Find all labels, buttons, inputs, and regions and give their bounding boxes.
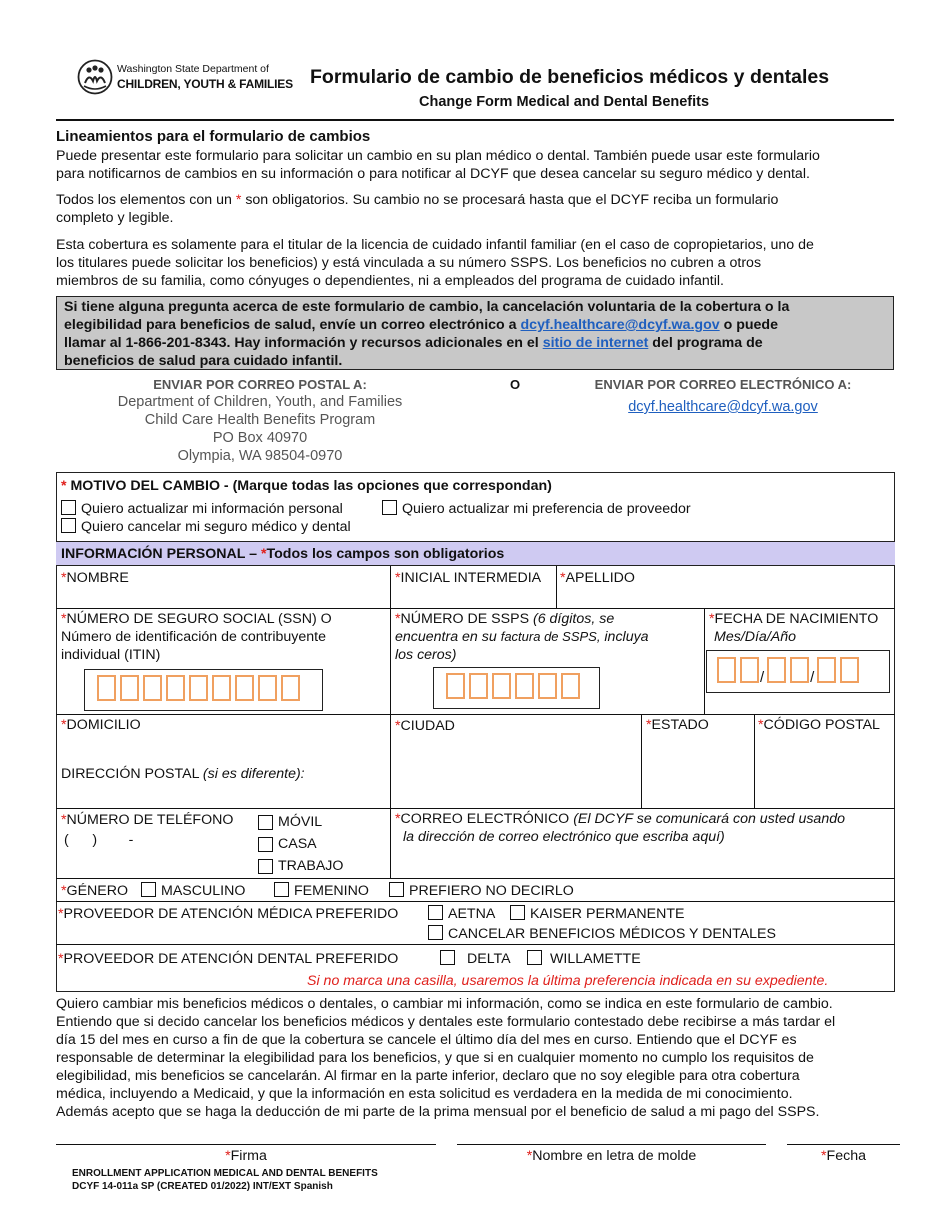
email-label: ENVIAR POR CORREO ELECTRÓNICO A: xyxy=(594,377,852,392)
willamette-label: WILLAMETTE xyxy=(550,951,641,967)
mail-address-l1: Department of Children, Youth, and Families xyxy=(117,394,403,410)
required-asterisk: * xyxy=(58,951,64,967)
ssn-label-l3: individual (ITIN) xyxy=(61,647,161,663)
postal-field[interactable] xyxy=(61,765,305,783)
notice-l3-a: llamar al 1-866-201-8343. Hay información y recursos adicionales en el xyxy=(64,335,539,351)
codigo-field[interactable] xyxy=(758,716,880,734)
required-asterisk: * xyxy=(395,811,401,827)
guidelines-p1-l1: Puede presentar este formulario para solicitar un cambio en su plan médico o dental. También puede usar este formulario xyxy=(56,148,820,164)
apellido-label: APELLIDO xyxy=(565,570,635,586)
required-asterisk: * xyxy=(61,611,67,627)
ssn-digit[interactable] xyxy=(258,675,277,701)
rule xyxy=(390,808,391,879)
ssps-input[interactable] xyxy=(433,667,600,709)
year-digit[interactable] xyxy=(817,657,836,683)
date-slash: / xyxy=(760,669,765,687)
willamette-checkbox[interactable] xyxy=(527,950,542,965)
reason-opt3-checkbox[interactable] xyxy=(61,518,76,533)
casa-label: CASA xyxy=(278,836,317,852)
prefiero-checkbox[interactable] xyxy=(389,882,404,897)
notice-l3 xyxy=(64,334,763,352)
guidelines-p2-b: son obligatorios. Su cambio no se procesará hasta que el DCYF reciba un formulario xyxy=(245,192,779,208)
nombre-molde-line[interactable] xyxy=(457,1144,766,1145)
mail-address-l2: Child Care Health Benefits Program xyxy=(144,412,376,428)
declaration-l4: responsable de determinar la elegibilidad para los beneficios, y que si en cualquier momento no cumplo los requisitos de xyxy=(56,1050,814,1066)
ssps-l2c: incluya xyxy=(604,629,649,645)
notice-l4: beneficios de salud para cuidado infantil. xyxy=(64,353,343,369)
ssn-label-l2: Número de identificación de contribuyente xyxy=(61,629,326,645)
apellido-field[interactable] xyxy=(560,569,635,587)
ssn-digit[interactable] xyxy=(120,675,139,701)
masculino-label: MASCULINO xyxy=(161,883,246,899)
rule xyxy=(390,714,391,809)
domicilio-label: DOMICILIO xyxy=(66,717,141,733)
telefono-label-text: NÚMERO DE TELÉFONO xyxy=(66,812,234,828)
required-asterisk: * xyxy=(61,717,67,733)
ssps-l2a: encuentra en su xyxy=(395,629,497,645)
logo-line-1: Washington State Department of xyxy=(117,63,269,75)
ssps-label-l2 xyxy=(395,628,649,646)
logo-line-2: CHILDREN, YOUTH & FAMILIES xyxy=(117,77,293,91)
required-asterisk: * xyxy=(395,570,401,586)
ssn-digit[interactable] xyxy=(235,675,254,701)
required-asterisk: * xyxy=(646,717,652,733)
inicial-field[interactable] xyxy=(395,569,541,587)
guidelines-p3-l1: Esta cobertura es solamente para el titular de la licencia de cuidado infantil familiar (en el caso de copropietarios, uno de xyxy=(56,237,814,253)
declaration-l7: Además acepto que se haga la deducción de mi parte de la prima mensual por el beneficio de salud a mi pago del SSPS. xyxy=(56,1104,820,1120)
aetna-checkbox[interactable] xyxy=(428,905,443,920)
rule xyxy=(56,901,895,902)
fecha-sig-text: Fecha xyxy=(826,1148,866,1164)
required-asterisk: * xyxy=(61,883,67,899)
rule xyxy=(56,944,895,945)
rule xyxy=(754,714,755,809)
correo-label-b: (El DCYF se comunicará con usted usando xyxy=(573,811,845,827)
guidelines-p2-a: Todos los elementos con un xyxy=(56,192,232,208)
notice-l3-b: del programa de xyxy=(652,335,763,351)
genero-row xyxy=(61,882,128,900)
guidelines-heading: Lineamientos para el formulario de cambios xyxy=(56,128,371,145)
fecha-label-text: FECHA DE NACIMIENTO xyxy=(714,611,879,627)
ssps-digit[interactable] xyxy=(538,673,557,699)
required-asterisk: * xyxy=(526,1148,533,1164)
provider-note: Si no marca una casilla, usaremos la última preferencia indicada en su expediente. xyxy=(307,973,829,989)
correo-field[interactable] xyxy=(395,810,845,828)
ssps-label-a: NÚMERO DE SSPS xyxy=(400,611,530,627)
phone-type-movil[interactable] xyxy=(258,813,322,831)
ssn-label xyxy=(61,610,332,628)
ssps-digit[interactable] xyxy=(561,673,580,699)
prefiero-label: PREFIERO NO DECIRLO xyxy=(409,883,574,899)
fecha-label xyxy=(709,610,878,628)
medico-kaiser[interactable] xyxy=(510,905,685,923)
reason-asterisk: * xyxy=(61,478,67,494)
mail-email-link[interactable]: dcyf.healthcare@dcyf.wa.gov xyxy=(628,399,818,415)
femenino-label: FEMENINO xyxy=(294,883,369,899)
domicilio-field[interactable] xyxy=(61,716,141,734)
required-asterisk: * xyxy=(560,570,566,586)
required-asterisk: * xyxy=(225,1148,231,1164)
required-asterisk: * xyxy=(395,718,401,734)
trabajo-label: TRABAJO xyxy=(278,858,344,874)
footer-l2: DCYF 14-011a SP (CREATED 01/2022) INT/EXT Spanish xyxy=(72,1181,333,1192)
medico-cancelar[interactable] xyxy=(428,925,776,943)
correo-label-a: CORREO ELECTRÓNICO xyxy=(400,811,570,827)
notice-l2-b: o puede xyxy=(723,317,778,333)
ciudad-field[interactable] xyxy=(395,717,455,735)
personal-heading-asterisk: * xyxy=(260,546,267,562)
postal-label-b: (si es diferente): xyxy=(202,766,305,782)
required-asterisk: * xyxy=(709,611,715,627)
postal-label-a: DIRECCIÓN POSTAL xyxy=(61,766,199,782)
rule xyxy=(56,878,895,879)
required-asterisk: * xyxy=(61,570,67,586)
header-divider xyxy=(56,119,894,121)
dcyf-logo xyxy=(77,59,293,97)
cancelar-checkbox[interactable] xyxy=(428,925,443,940)
correo-label-l2: la dirección de correo electrónico que escriba aquí) xyxy=(403,829,725,845)
medico-aetna[interactable] xyxy=(428,905,495,923)
firma-text: Firma xyxy=(230,1148,267,1164)
month-digit[interactable] xyxy=(717,657,736,683)
month-digit[interactable] xyxy=(740,657,759,683)
rule xyxy=(556,566,557,609)
date-slash: / xyxy=(810,669,815,687)
delta-label: DELTA xyxy=(467,951,511,967)
year-digit[interactable] xyxy=(840,657,859,683)
ssps-digit[interactable] xyxy=(492,673,511,699)
required-asterisk: * xyxy=(235,192,242,208)
dental-delta[interactable] xyxy=(440,950,511,968)
genero-masculino[interactable] xyxy=(141,882,245,900)
notice-email-link[interactable]: dcyf.healthcare@dcyf.wa.gov xyxy=(520,317,720,333)
required-asterisk: * xyxy=(758,717,764,733)
cancelar-label: CANCELAR BENEFICIOS MÉDICOS Y DENTALES xyxy=(448,926,776,942)
ssps-digit[interactable] xyxy=(515,673,534,699)
page-subtitle: Change Form Medical and Dental Benefits xyxy=(419,94,710,110)
ssn-digit[interactable] xyxy=(189,675,208,701)
notice-l2 xyxy=(64,316,778,334)
nombre-molde-text: Nombre en letra de molde xyxy=(532,1148,697,1164)
reason-opt2-label: Quiero actualizar mi preferencia de proveedor xyxy=(402,501,691,517)
or-label: O xyxy=(510,377,521,392)
ssps-l2b: factura de SSPS, xyxy=(500,629,601,644)
reason-opt1[interactable] xyxy=(61,500,343,518)
required-asterisk: * xyxy=(395,611,401,627)
kaiser-checkbox[interactable] xyxy=(510,905,525,920)
notice-website-link[interactable]: sitio de internet xyxy=(542,335,649,351)
personal-heading-a: INFORMACIÓN PERSONAL – xyxy=(61,546,258,562)
trabajo-checkbox[interactable] xyxy=(258,859,273,874)
rule xyxy=(390,608,391,715)
reason-opt1-label: Quiero actualizar mi información personal xyxy=(81,501,343,517)
medico-label-text: PROVEEDOR DE ATENCIÓN MÉDICA PREFERIDO xyxy=(63,906,399,922)
movil-label: MÓVIL xyxy=(278,814,323,830)
ssps-label xyxy=(395,610,614,628)
contact-notice-box xyxy=(56,296,894,370)
ssn-digit[interactable] xyxy=(97,675,116,701)
genero-prefiero[interactable] xyxy=(389,882,574,900)
fecha-format: Mes/Día/Año xyxy=(714,629,797,645)
footer-l1: ENROLLMENT APPLICATION MEDICAL AND DENTAL BENEFITS xyxy=(72,1168,378,1179)
estado-label: ESTADO xyxy=(651,717,709,733)
personal-heading-b: Todos los campos son obligatorios xyxy=(266,546,505,562)
ssps-label-b: (6 dígitos, se xyxy=(532,611,615,627)
rule xyxy=(390,566,391,609)
ssps-digit[interactable] xyxy=(469,673,488,699)
reason-label xyxy=(61,477,552,495)
day-digit[interactable] xyxy=(767,657,786,683)
rule xyxy=(641,714,642,809)
ssn-digit[interactable] xyxy=(212,675,231,701)
mail-label: ENVIAR POR CORREO POSTAL A: xyxy=(153,377,367,392)
declaration-l5: elegibilidad, mis beneficios se cancelarán. Al firmar en la parte inferior, declaro que no soy elegible para otra cobertura xyxy=(56,1068,800,1084)
ssps-digit[interactable] xyxy=(446,673,465,699)
masculino-checkbox[interactable] xyxy=(141,882,156,897)
ssn-digit[interactable] xyxy=(143,675,162,701)
nombre-molde-label xyxy=(457,1147,766,1165)
fecha-sig-label xyxy=(787,1147,900,1165)
guidelines-p2-l1 xyxy=(56,191,778,209)
ssn-label-l1: NÚMERO DE SEGURO SOCIAL (SSN) O xyxy=(66,611,332,627)
phone-type-trabajo[interactable] xyxy=(258,857,343,875)
guidelines-p3-l3: miembros de su familia, como cónyuges o dependientes, ni a empleados del programa de cuidado infantil. xyxy=(56,273,724,289)
personal-info-heading xyxy=(61,545,504,563)
firma-line[interactable] xyxy=(56,1144,436,1145)
dental-willamette[interactable] xyxy=(527,950,641,968)
aetna-label: AETNA xyxy=(448,906,496,922)
telefono-input[interactable]: ( ) - xyxy=(64,832,134,848)
guidelines-p1-l2: para notificarnos de cambios en su información o para notificar al DCYF que desea cancelar su seguro médico y dental. xyxy=(56,166,810,182)
inicial-label: INICIAL INTERMEDIA xyxy=(400,570,542,586)
reason-opt3[interactable] xyxy=(61,518,351,536)
fecha-line[interactable] xyxy=(787,1144,900,1145)
mail-address-l4: Olympia, WA 98504-0970 xyxy=(177,448,343,464)
medico-label xyxy=(58,905,398,923)
kaiser-label: KAISER PERMANENTE xyxy=(530,906,685,922)
fecha-input[interactable] xyxy=(706,650,890,693)
movil-checkbox[interactable] xyxy=(258,815,273,830)
declaration-l6: médica, incluyendo a Medicaid, y que la información en esta solicitud es verdadera en la medida de mi conocimiento. xyxy=(56,1086,793,1102)
notice-l1: Si tiene alguna pregunta acerca de este formulario de cambio, la cancelación voluntaria de la cobertura o la xyxy=(64,299,790,315)
required-asterisk: * xyxy=(821,1148,827,1164)
family-logo-icon xyxy=(77,59,113,95)
day-digit[interactable] xyxy=(790,657,809,683)
reason-opt2-checkbox[interactable] xyxy=(382,500,397,515)
required-asterisk: * xyxy=(58,906,64,922)
mail-address-l3: PO Box 40970 xyxy=(212,430,308,446)
reason-opt3-label: Quiero cancelar mi seguro médico y dental xyxy=(81,519,351,535)
genero-label: GÉNERO xyxy=(66,883,129,899)
nombre-field[interactable] xyxy=(61,569,129,587)
notice-l2-a: elegibilidad para beneficios de salud, envíe un correo electrónico a xyxy=(64,317,517,333)
delta-checkbox[interactable] xyxy=(440,950,455,965)
nombre-label: NOMBRE xyxy=(66,570,129,586)
dental-label xyxy=(58,950,398,968)
reason-opt2[interactable] xyxy=(382,500,691,518)
ciudad-label: CIUDAD xyxy=(400,718,455,734)
declaration-l1: Quiero cambiar mis beneficios médicos o dentales, o cambiar mi información, como se indica en este formulario de cambio. xyxy=(56,996,833,1012)
ssps-label-l3: los ceros) xyxy=(395,647,457,663)
reason-opt1-checkbox[interactable] xyxy=(61,500,76,515)
genero-femenino[interactable] xyxy=(274,882,369,900)
telefono-label xyxy=(61,811,233,829)
guidelines-p2-l2: completo y legible. xyxy=(56,210,174,226)
ssn-digit[interactable] xyxy=(166,675,185,701)
declaration-l2: Entiendo que si decido cancelar los beneficios médicos y dentales este formulario contestado debe recibirse a más tardar el xyxy=(56,1014,836,1030)
firma-label xyxy=(56,1147,436,1165)
casa-checkbox[interactable] xyxy=(258,837,273,852)
required-asterisk: * xyxy=(61,812,67,828)
declaration-l3: día 15 del mes en curso a fin de que la cobertura se cancele el último día del mes en curso. Entiendo que el DCYF es xyxy=(56,1032,797,1048)
estado-field[interactable] xyxy=(646,716,709,734)
reason-text: MOTIVO DEL CAMBIO - (Marque todas las opciones que correspondan) xyxy=(70,478,552,494)
page-title: Formulario de cambio de beneficios médicos y dentales xyxy=(310,66,830,88)
dental-label-text: PROVEEDOR DE ATENCIÓN DENTAL PREFERIDO xyxy=(63,951,399,967)
phone-type-casa[interactable] xyxy=(258,835,317,853)
codigo-label: CÓDIGO POSTAL xyxy=(763,717,880,733)
guidelines-p3-l2: los titulares puede solicitar los beneficios) y está vinculada a su número SSPS. Los beneficios no cubren a otros xyxy=(56,255,762,271)
femenino-checkbox[interactable] xyxy=(274,882,289,897)
ssn-input[interactable] xyxy=(84,669,323,711)
ssn-digit[interactable] xyxy=(281,675,300,701)
